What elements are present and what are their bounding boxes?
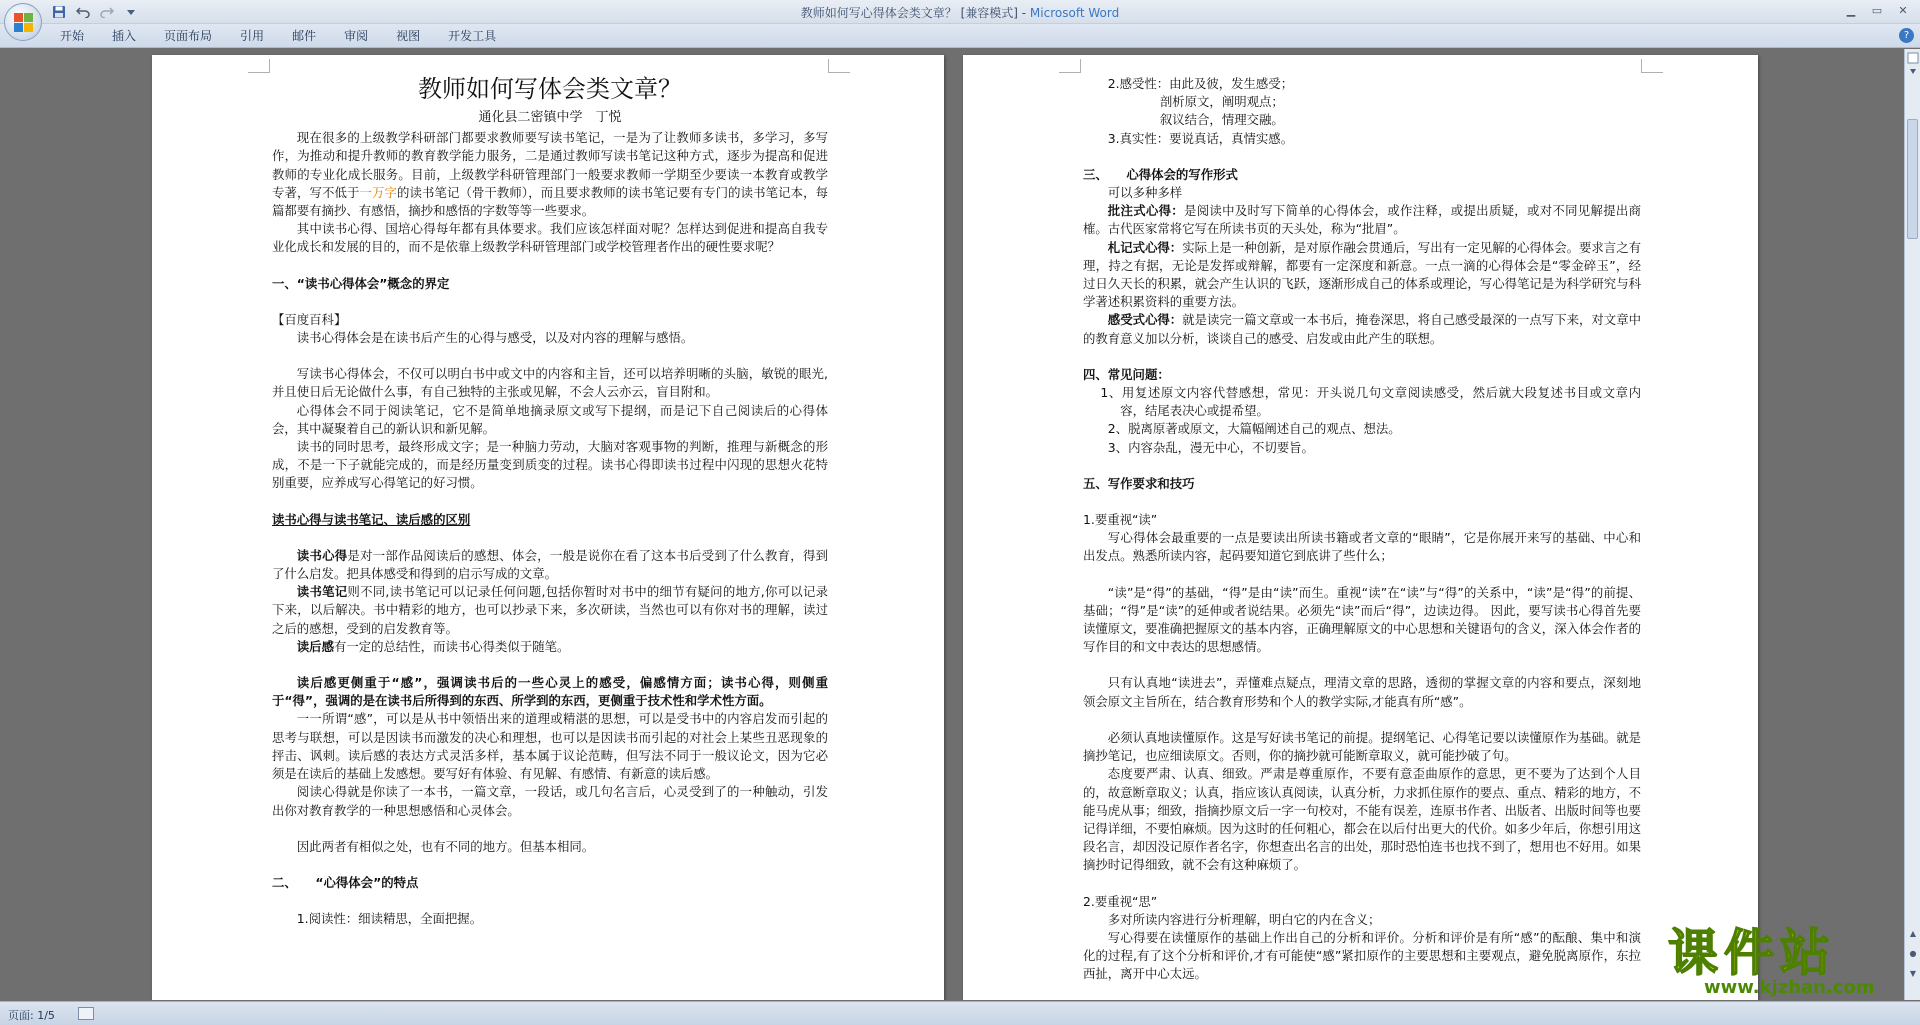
scrollbar-thumb[interactable] <box>1907 119 1918 239</box>
tab-view[interactable]: 视图 <box>396 29 421 43</box>
section-heading: 二、 “心得体会”的特点 <box>272 874 419 890</box>
page-2[interactable] <box>963 55 1758 1000</box>
list-item: 3、内容杂乱，漫无中心，不切要旨。 <box>1107 439 1314 455</box>
paragraph: 心得体会不同于阅读笔记，它不是简单地摘录原文或写下提纲，而是记下自己阅读后的心得体会，其中凝聚着自己的新认识和新见解。 <box>272 402 828 436</box>
paragraph: 态度要严肃、认真、细致。严肃是尊重原作，不要有意歪曲原作的意思，更不要为了达到个人目的，故意断章取义；认真，指应该认真阅读，认真分析，力求抓住原作的要点、重点、精彩的地方，不能马虎从事；细致，指摘抄原文后一字一句校对，不能有误差，连原书作者、出版者、出版时间等也要记得详细，不要怕麻烦。因为这时的任何粗心，都会在以后付出更大的代价。如多少年后，你想引用这段名言，却因没记原作者名字，你想查出名言的出处，那时恐怕连书也找不到了，想用也不好用。如果摘抄时记得细致，就不会有这种麻烦了。 <box>1083 766 1641 873</box>
paragraph: 阅读心得就是你读了一本书，一篇文章，一段话，或几句名言后，心灵受到了的一种触动，引发出你对教育教学的一种思想感悟和心灵体会。 <box>272 784 828 818</box>
paragraph: 剖析原文，阐明观点； <box>1159 94 1284 110</box>
watermark-logo <box>1668 923 1898 998</box>
paragraph-text: 现在很多的上级教学科研部门都要求教师要写读书笔记，一是为了让教师多读书，多学习，多写作，为推动和提升教师的教育教学能力服务，二是通过教师写读书笔记这种方式，逐步为提高和促进教师的专业化成长服务。目前，上级教学科研管理部门一般要求教师一学期至少要读一本教育或教学专著，写不低于 <box>272 130 828 200</box>
paragraph: 读书的同时思考，最终形成文字；是一种脑力劳动，大脑对客观事物的判断，推理与新概念的形成，不是一下子就能完成的，而是经历量变到质变的过程。读书心得即读书过程中闪现的思想火花特别重要，应养成写心得笔记的好习惯。 <box>272 439 828 491</box>
minimize-icon[interactable]: ▁ <box>1846 4 1856 17</box>
proofing-icon[interactable] <box>78 1007 94 1020</box>
paragraph-text: 的读书笔记（骨干教师），而且要求教师的读书笔记要有专门的读书笔记本，每篇都要有摘抄、有感悟，摘抄和感悟的字数等等一些要求。 <box>272 184 829 219</box>
term-label: 批注式心得： <box>1107 203 1185 219</box>
document-title: 教师如何写心得体会类文章？ [兼容模式] - <box>800 6 1030 20</box>
paragraph: 多对所读内容进行分析理解，明白它的内在含义； <box>1107 911 1381 927</box>
paragraph-text: 实际上是一种创新，是对原作融会贯通后，写出有一定见解的心得体会。要求言之有理，持之有据，无论是发挥或辩解，都要有一定深度和新意。一点一滴的心得体会是“零金碎玉”，经过日久天长的积累，就会产生认识的飞跃，逐渐形成自己的体系或理论，写心得笔记是为科学研究与科学著述积累资料的重要方法。 <box>1083 239 1642 310</box>
document-area[interactable] <box>0 49 1904 1000</box>
ribbon <box>0 24 1920 48</box>
margin-mark <box>1059 59 1081 73</box>
window-title <box>0 4 1920 21</box>
page-1[interactable] <box>152 55 944 1000</box>
paragraph <box>1083 202 1641 238</box>
tab-developer[interactable]: 开发工具 <box>448 29 497 43</box>
vertical-scrollbar[interactable] <box>1904 49 1920 1000</box>
window-controls <box>1838 1 1916 21</box>
office-button[interactable] <box>4 3 42 41</box>
subheading: 1.要重视“读” <box>1083 512 1158 528</box>
paragraph: 3.真实性：要说真话，真情实感。 <box>1107 130 1294 146</box>
page-count[interactable]: 页面: 1/5 <box>8 1009 55 1022</box>
paragraph: 写读书心得体会，不仅可以明白书中或文中的内容和主旨，还可以培养明晰的头脑，敏锐的眼光,并且使日后无论做什么事，有自己独特的主张或见解，不会人云亦云，盲目附和。 <box>272 366 828 400</box>
maximize-icon[interactable]: ▭ <box>1871 4 1883 17</box>
close-icon[interactable]: ✕ <box>1898 4 1908 17</box>
paragraph: “读”是“得”的基础，“得”是由“读”而生。重视“读”在“读”与“得”的关系中，“读”是“得”的前提、基础；“得”是“读”的延伸或者说结果。必须先“读”而后“得”，边读边得。 因此，要写读书心得首先要读懂原文，要准确把握原文的基本内容，正确理解原文的中心思想和关键语句的含义，深入体会作者的写作目的和文中表达的思想感情。 <box>1083 584 1641 655</box>
author-line: 通化县二密镇中学 丁悦 <box>478 110 622 125</box>
previous-page-icon[interactable]: ▲ <box>1909 929 1917 938</box>
paragraph: 一一所谓“感”，可以是从书中领悟出来的道理或精湛的思想，可以是受书中的内容启发而引起的思考与联想，可以是因读书而激发的决心和理想，也可以是因读书而引起的对社会上某些丑恶现象的抨击、讽刺。读后感的表达方式灵活多样，基本属于议论范畴，但写法不同于一般议论文，因为它必须是在读后的基础上发感想。要写好有体验、有见解、有感情、有新意的读后感。 <box>272 711 828 782</box>
section-heading: 三、 心得体会的写作形式 <box>1083 166 1238 182</box>
term-label: 读书心得 <box>296 547 348 563</box>
margin-mark <box>828 59 850 73</box>
watermark-url: www.kjzhan.com <box>1704 977 1875 998</box>
paragraph-text: 则不同,读书笔记可以记录任何问题,包括你暂时对书中的细节有疑问的地方,你可以记录下来，以后解决。书中精彩的地方，也可以抄录下来，多次研读，当然也可以有你对书的理解，读过之后的感想，受到的启发教育等。 <box>272 584 828 636</box>
paragraph: 读后感更侧重于“感”，强调读书后的一些心灵上的感受，偏感情方面；读书心得，则侧重于“得”，强调的是在读书后所得到的东西、所学到的东西，更侧重于技术性和学术性方面。 <box>272 675 828 709</box>
list-item: 1、用复述原文内容代替感想，常见：开头说几句文章阅读感受，然后就大段复述书目或文章内容，结尾表决心或提希望。 <box>1100 385 1641 419</box>
tab-review[interactable]: 审阅 <box>344 29 369 43</box>
status-bar <box>0 1001 1920 1025</box>
paragraph: 因此两者有相似之处，也有不同的地方。但基本相同。 <box>296 838 595 854</box>
paragraph <box>1083 311 1641 347</box>
select-browse-object-icon[interactable]: ● <box>1909 949 1917 958</box>
page-1-content <box>272 59 828 928</box>
document-heading: 教师如何写体会类文章？ <box>418 75 682 103</box>
paragraph: 必须认真地读懂原作。这是写好读书笔记的前提。提纲笔记、心得笔记要以读懂原作为基础。就是摘抄笔记，也应细读原文。否则，你的摘抄就可能断章取义，就可能抄破了句。 <box>1083 729 1641 764</box>
watermark-text: 课件站 <box>1668 923 1836 982</box>
subheading: 2.要重视“思” <box>1083 893 1158 909</box>
section-heading: 读书心得与读书笔记、读后感的区别 <box>272 511 471 527</box>
paragraph: 写心得体会最重要的一点是要读出所读书籍或者文章的“眼睛”，它是你展开来写的基础、中心和出发点。熟悉所读内容，起码要知道它到底讲了些什么； <box>1083 530 1641 564</box>
paragraph <box>272 547 828 583</box>
app-name: Microsoft Word <box>1029 6 1120 20</box>
paragraph: 2.感受性：由此及彼，发生感受； <box>1107 76 1294 91</box>
term-label: 感受式心得： <box>1107 312 1183 328</box>
term-label: 札记式心得： <box>1107 239 1183 255</box>
tab-references[interactable]: 引用 <box>240 29 265 43</box>
section-heading: 五、写作要求和技巧 <box>1083 475 1195 491</box>
section-heading: 一、“读书心得体会”概念的界定 <box>272 275 450 291</box>
tab-page-layout[interactable]: 页面布局 <box>164 29 213 43</box>
paragraph <box>272 583 828 638</box>
term-label: 读书笔记 <box>296 584 348 600</box>
help-icon[interactable]: ? <box>1899 28 1914 43</box>
list-item: 2、脱离原著或原文，大篇幅阐述自己的观点、想法。 <box>1107 421 1401 437</box>
paragraph-text: 有一定的总结性，而读书心得类似于随笔。 <box>333 638 570 654</box>
paragraph-text: 是对一部作品阅读后的感想、体会，一般是说你在看了这本书后受到了什么教育，得到了什么启发。把具体感受和得到的启示写成的文章。 <box>272 547 829 582</box>
margin-mark <box>1641 59 1663 73</box>
paragraph-text: 就是读完一篇文章或一本书后，掩卷深思，将自己感受最深的一点写下来，对文章中的教育意义加以分析，谈谈自己的感受、启发或由此产生的联想。 <box>1083 312 1642 346</box>
page-2-content <box>1083 75 1641 984</box>
title-bar <box>0 0 1920 24</box>
margin-mark <box>248 59 270 73</box>
tab-mailings[interactable]: 邮件 <box>292 29 317 43</box>
paragraph <box>272 638 828 656</box>
ruler-toggle-icon[interactable] <box>1906 51 1920 81</box>
paragraph: 只有认真地“读进去”，弄懂难点疑点，理清文章的思路，透彻的掌握文章的内容和要点，深刻地领会原文主旨所在，结合教育形势和个人的教学实际,才能真有所“感”。 <box>1083 675 1641 709</box>
paragraph: 写心得要在读懂原作的基础上作出自己的分析和评价。分析和评价是有所“感”的酝酿、集中和演化的过程,有了这个分析和评价,才有可能使“感”紧扣原作的主要思想和主要观点，避免脱离原作，东拉西扯，离开中心太远。 <box>1083 929 1641 982</box>
highlighted-text: 一万字 <box>359 184 397 200</box>
paragraph-text: 是阅读中及时写下简单的心得体会，或作注释，或提出质疑，或对不同见解提出商榷。古代医家常将它写在所读书页的天头处，称为“批眉”。 <box>1083 203 1642 237</box>
paragraph <box>1083 239 1641 312</box>
section-heading: 四、常见问题： <box>1083 366 1170 382</box>
paragraph <box>272 129 828 220</box>
tab-insert[interactable]: 插入 <box>112 29 137 43</box>
ribbon-tabs <box>46 24 510 48</box>
paragraph: 其中读书心得、国培心得每年都有具体要求。我们应该怎样面对呢？怎样达到促进和提高自我专业化成长和发展的目的，而不是依靠上级教学科研管理部门或学校管理者作出的硬性要求呢？ <box>272 221 828 255</box>
paragraph: 【百度百科】 <box>272 311 347 327</box>
office-logo-icon <box>14 13 34 33</box>
term-label: 读后感 <box>296 638 334 654</box>
paragraph: 叙议结合，情理交融。 <box>1159 112 1284 128</box>
paragraph: 读书心得体会是在读书后产生的心得与感受，以及对内容的理解与感悟。 <box>296 330 694 346</box>
tab-home[interactable]: 开始 <box>60 29 85 43</box>
paragraph: 1.阅读性：细读精思，全面把握。 <box>296 911 483 927</box>
paragraph: 可以多种多样 <box>1107 185 1183 201</box>
next-page-icon[interactable]: ▼ <box>1909 969 1917 978</box>
